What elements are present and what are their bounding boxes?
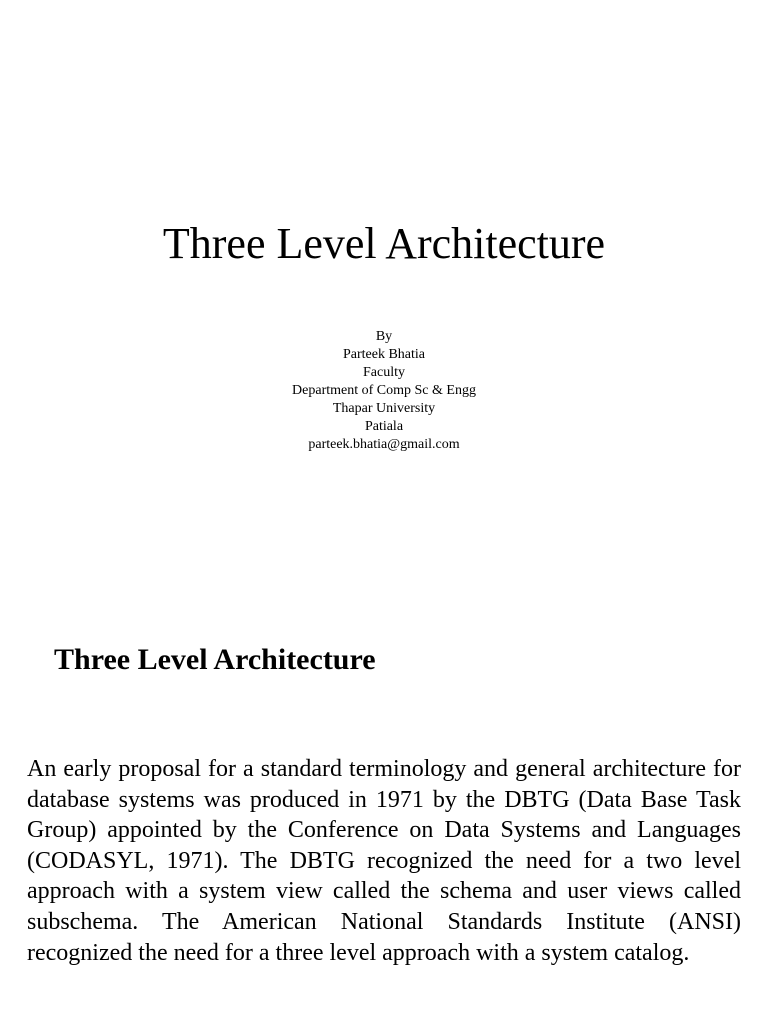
byline-university: Thapar University <box>332 401 436 416</box>
section-heading: Three Level Architecture <box>54 643 376 676</box>
byline-email: parteek.bhatia@gmail.com <box>308 437 460 452</box>
byline-role: Faculty <box>363 365 405 380</box>
body-paragraph: An early proposal for a standard terminology and general architecture for database systems was produced in 1971 by the DBTG (Data Base Task Group) appointed by the Conference on Data Systems and Languages (CODASYL, 1971). The DBTG recognized the need for a two level approach with a system view called the schema and user views called subschema. The American National Standards Institute (ANSI) recognized the need for a three level approach with a system catalog. <box>27 756 741 966</box>
slide-title: Three Level Architecture <box>162 219 606 268</box>
byline-author-name: Parteek Bhatia <box>342 347 426 362</box>
author-byline <box>0 328 768 454</box>
byline-city: Patiala <box>364 419 404 434</box>
byline-by: By <box>375 329 393 344</box>
byline-department: Department of Comp Sc & Engg <box>292 383 476 398</box>
